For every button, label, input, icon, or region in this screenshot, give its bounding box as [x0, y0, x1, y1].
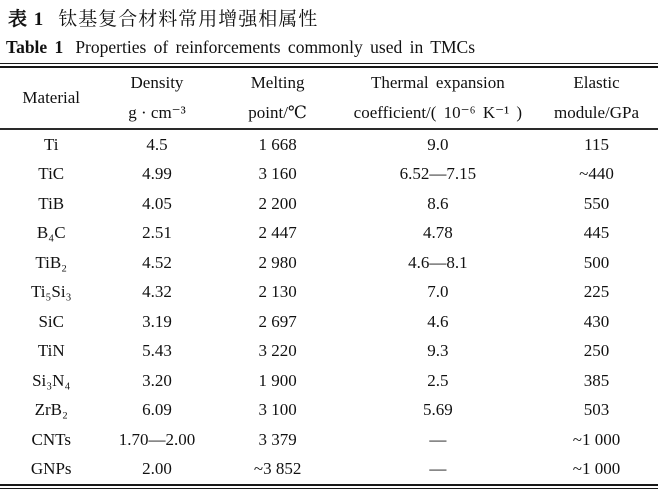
column-header-unit: coefficient/( 10⁻⁶ K⁻¹ ): [353, 103, 523, 122]
cell-thermal-expansion: 7.0: [427, 282, 449, 302]
cell-thermal-expansion: 9.0: [427, 134, 449, 154]
cell-material: TiC: [38, 164, 65, 184]
cell-density: 4.32: [142, 282, 172, 302]
cell-melting-point: 3 160: [258, 164, 297, 184]
table-header-row: [0, 68, 661, 128]
cell-thermal-expansion: 9.3: [427, 341, 449, 361]
cell-density: 3.19: [142, 311, 172, 331]
table-row: [0, 455, 661, 485]
cell-elastic-module: ~1 000: [572, 459, 621, 479]
cell-melting-point: 1 668: [258, 134, 297, 154]
table-row: [0, 189, 661, 219]
cell-thermal-expansion: 4.78: [423, 223, 453, 243]
table-row: [0, 278, 661, 308]
cell-elastic-module: 445: [583, 223, 610, 243]
cell-thermal-expansion: 2.5: [427, 370, 449, 390]
cell-material: GNPs: [30, 459, 72, 479]
cell-material: TiB: [38, 193, 65, 213]
cell-melting-point: 2 130: [258, 282, 297, 302]
column-header-unit: g · cm⁻³: [128, 103, 186, 122]
cell-density: 1.70—2.00: [118, 429, 196, 449]
cell-melting-point: 2 980: [258, 252, 297, 272]
table-caption-zh: [0, 0, 661, 33]
column-header-label: Material: [22, 88, 81, 107]
cell-material: SiC: [38, 311, 64, 331]
column-header-melting-point: [212, 68, 344, 128]
table-caption-en: [0, 33, 661, 60]
table-row: [0, 160, 661, 190]
cell-material: TiB₂: [35, 252, 68, 272]
table-caption-zh-label: 表 1: [8, 9, 45, 30]
cell-density: 2.51: [142, 223, 172, 243]
cell-material: Ti: [43, 134, 59, 154]
cell-density: 4.5: [146, 134, 168, 154]
cell-density: 4.99: [142, 164, 172, 184]
cell-elastic-module: 250: [583, 341, 610, 361]
cell-elastic-module: 225: [583, 282, 610, 302]
column-header-label: Thermal expansion: [371, 73, 505, 92]
column-header-unit: point/℃: [248, 103, 307, 122]
cell-melting-point: 3 100: [258, 400, 297, 420]
cell-material: B₄C: [36, 223, 66, 243]
table-row: [0, 366, 661, 396]
cell-thermal-expansion: 5.69: [423, 400, 453, 420]
cell-material: TiN: [37, 341, 65, 361]
cell-melting-point: 1 900: [258, 370, 297, 390]
cell-melting-point: 2 697: [258, 311, 297, 331]
table-caption-en-title: Properties of reinforcements commonly used in TMCs: [75, 37, 476, 57]
cell-material: Si₃N₄: [32, 370, 71, 390]
cell-density: 4.05: [142, 193, 172, 213]
cell-melting-point: 3 220: [258, 341, 297, 361]
cell-elastic-module: 503: [583, 400, 610, 420]
cell-thermal-expansion: 4.6—8.1: [408, 252, 468, 272]
column-header-density: [102, 68, 211, 128]
cell-elastic-module: 500: [583, 252, 610, 272]
cell-melting-point: 2 447: [258, 223, 297, 243]
cell-thermal-expansion: 8.6: [427, 193, 449, 213]
column-header-thermal-expansion: [344, 68, 532, 128]
cell-elastic-module: ~1 000: [572, 429, 621, 449]
cell-elastic-module: 115: [584, 134, 609, 154]
column-header-unit: module/GPa: [554, 103, 640, 122]
cell-elastic-module: 550: [583, 193, 610, 213]
column-header-label: Elastic: [573, 73, 620, 92]
cell-material: CNTs: [31, 429, 71, 449]
cell-density: 3.20: [142, 370, 172, 390]
cell-melting-point: ~3 852: [253, 459, 302, 479]
column-header-label: Melting: [250, 73, 305, 92]
table-row: [0, 219, 661, 249]
cell-thermal-expansion: 6.52—7.15: [399, 164, 477, 184]
cell-melting-point: 3 379: [258, 429, 297, 449]
cell-density: 6.09: [142, 400, 172, 420]
cell-material: ZrB₂: [34, 400, 68, 420]
cell-elastic-module: 430: [583, 311, 610, 331]
table-row: [0, 425, 661, 455]
cell-elastic-module: 385: [583, 370, 610, 390]
cell-density: 2.00: [142, 459, 172, 479]
table-bottom-rule: [0, 484, 658, 489]
cell-thermal-expansion: 4.6: [427, 311, 449, 331]
cell-thermal-expansion: —: [429, 459, 447, 479]
table-caption-en-label: Table 1: [6, 37, 64, 57]
cell-melting-point: 2 200: [258, 193, 297, 213]
cell-density: 5.43: [142, 341, 172, 361]
column-header-label: Density: [130, 73, 184, 92]
table-row: [0, 396, 661, 426]
table-caption-zh-title: 钛基复合材料常用增强相属性: [58, 9, 319, 30]
cell-thermal-expansion: —: [429, 429, 447, 449]
column-header-elastic-module: [532, 68, 661, 128]
cell-material: Ti₅Si₃: [30, 282, 72, 302]
table-row: [0, 307, 661, 337]
column-header-material: [0, 68, 102, 128]
table-row: [0, 130, 661, 160]
table-body: [0, 130, 661, 484]
cell-elastic-module: ~440: [579, 164, 614, 184]
table-row: [0, 337, 661, 367]
cell-density: 4.52: [142, 252, 172, 272]
table-row: [0, 248, 661, 278]
